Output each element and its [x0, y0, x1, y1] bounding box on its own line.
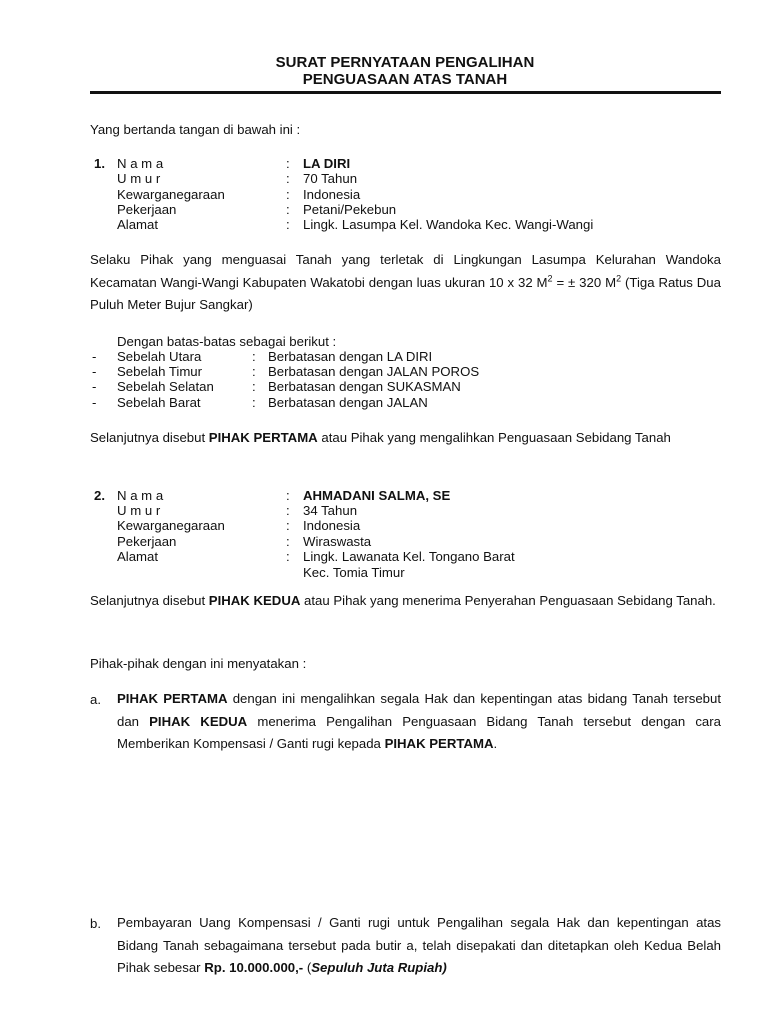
point-b-text-1: Pembayaran Uang Kompensasi / Ganti rugi untuk Pengalihan segala Hak dan kepentingan atas Bidang Tanah sebagaimana tersebut pada butir a, telah disepakati dan ditetapkan oleh Kedua Belah Pihak sebesar [117, 915, 721, 975]
point-b-amount-words: Sepuluh Juta Rupiah) [311, 960, 447, 975]
intro-text: Yang bertanda tangan di bawah ini : [90, 122, 301, 137]
point-b-letter: b. [90, 916, 101, 931]
party2-job-value: Wiraswasta [303, 534, 372, 549]
party2-citizenship-value: Indonesia [303, 518, 361, 533]
point-a-bold-3: PIHAK PERTAMA [384, 736, 494, 751]
party1-name-value: LA DIRI [303, 156, 351, 171]
party2-address-continued: Kec. Tomia Timur [303, 565, 405, 580]
second-party-note-bold: PIHAK KEDUA [208, 593, 301, 608]
party2-address-colon: : [286, 549, 290, 564]
party1-citizenship-label: Kewarganegaraan [117, 187, 225, 202]
border-west-colon: : [252, 395, 256, 410]
party1-job-colon: : [286, 202, 290, 217]
party2-job-colon: : [286, 534, 290, 549]
party1-age-label: U m u r [117, 171, 161, 186]
party1-job-label: Pekerjaan [117, 202, 177, 217]
borders-intro: Dengan batas-batas sebagai berikut : [117, 334, 337, 349]
point-b-paragraph [117, 912, 721, 980]
border-west-value: Berbatasan dengan JALAN [268, 395, 428, 410]
second-party-note-pre: Selanjutnya disebut [90, 593, 209, 608]
party1-address-value: Lingk. Lasumpa Kel. Wandoka Kec. Wangi-Wangi [303, 217, 594, 232]
title-line-2: PENGUASAAN ATAS TANAH [302, 71, 508, 88]
point-a-text-1: dengan ini mengalihkan segala Hak dan kepentingan atas bidang Tanah tersebut dan [117, 691, 721, 729]
party1-address-colon: : [286, 217, 290, 232]
border-south-value: Berbatasan dengan SUKASMAN [268, 379, 461, 394]
land-text-c: (Tiga Ratus Dua Puluh Meter Bujur Sangkar) [90, 274, 721, 312]
point-a-bold-2: PIHAK KEDUA [149, 713, 248, 729]
party2-job-label: Pekerjaan [117, 534, 177, 549]
point-b-amount: Rp. 10.000.000,- [204, 960, 304, 975]
land-text-a: Selaku Pihak yang menguasai Tanah yang terletak di Lingkungan Lasumpa Kelurahan Wandoka Kecamatan Wangi-Wangi Kabupaten Wakatobi dengan luas ukuran 10 x 32 M [90, 252, 721, 290]
point-b-text-2: ( [303, 960, 312, 975]
land-sup-1: 2 [547, 273, 553, 284]
border-south-colon: : [252, 379, 256, 394]
land-paragraph [90, 249, 721, 317]
border-south-dash: - [92, 379, 97, 394]
border-south-side: Sebelah Selatan [117, 379, 214, 394]
border-east-colon: : [252, 364, 256, 379]
land-text-b: = ± 320 M [552, 274, 617, 290]
party1-citizenship-colon: : [286, 187, 290, 202]
party2-citizenship-label: Kewarganegaraan [117, 518, 225, 533]
point-a-bold-1: PIHAK PERTAMA [117, 691, 228, 706]
party1-age-value: 70 Tahun [303, 171, 358, 186]
party2-address-value: Lingk. Lawanata Kel. Tongano Barat [303, 549, 515, 564]
point-a-text-2: menerima Pengalihan Penguasaan Bidang Tanah tersebut dengan cara Memberikan Kompensasi / Ganti rugi kepada [117, 713, 721, 751]
second-party-note-post: atau Pihak yang menerima Penyerahan Penguasaan Sebidang Tanah. [300, 593, 716, 608]
first-party-note-pre: Selanjutnya disebut [90, 430, 209, 445]
border-west-dash: - [92, 395, 97, 410]
party1-address-label: Alamat [117, 217, 159, 232]
first-party-note [90, 427, 721, 450]
statement-intro: Pihak-pihak dengan ini menyatakan : [90, 656, 307, 671]
border-east-value: Berbatasan dengan JALAN POROS [268, 364, 480, 379]
party1-job-value: Petani/Pekebun [303, 202, 397, 217]
party2-name-label: N a m a [117, 488, 164, 503]
point-a-letter: a. [90, 692, 101, 707]
first-party-note-bold: PIHAK PERTAMA [208, 430, 318, 445]
point-a-text-3: . [493, 736, 498, 751]
title-line-1: SURAT PERNYATAAN PENGALIHAN [275, 54, 535, 71]
party1-number: 1. [94, 156, 105, 171]
first-party-note-post: atau Pihak yang mengalihkan Penguasaan Sebidang Tanah [317, 430, 671, 445]
party2-address-label: Alamat [117, 549, 159, 564]
point-a-paragraph [117, 688, 721, 756]
party2-citizenship-colon: : [286, 518, 290, 533]
party1-citizenship-value: Indonesia [303, 187, 361, 202]
second-party-note [90, 590, 721, 613]
document-title [90, 54, 720, 88]
party2-age-label: U m u r [117, 503, 161, 518]
border-north-value: Berbatasan dengan LA DIRI [268, 349, 433, 364]
land-sup-2: 2 [616, 273, 622, 284]
party2-name-colon: : [286, 488, 290, 503]
title-underline [90, 91, 721, 94]
party2-age-value: 34 Tahun [303, 503, 358, 518]
party2-name-value: AHMADANI SALMA, SE [303, 488, 451, 503]
border-east-dash: - [92, 364, 97, 379]
party1-name-colon: : [286, 156, 290, 171]
border-north-dash: - [92, 349, 97, 364]
party1-name-label: N a m a [117, 156, 164, 171]
border-east-side: Sebelah Timur [117, 364, 203, 379]
party2-number: 2. [94, 488, 105, 503]
border-west-side: Sebelah Barat [117, 395, 201, 410]
party2-age-colon: : [286, 503, 290, 518]
border-north-side: Sebelah Utara [117, 349, 202, 364]
border-north-colon: : [252, 349, 256, 364]
party1-age-colon: : [286, 171, 290, 186]
